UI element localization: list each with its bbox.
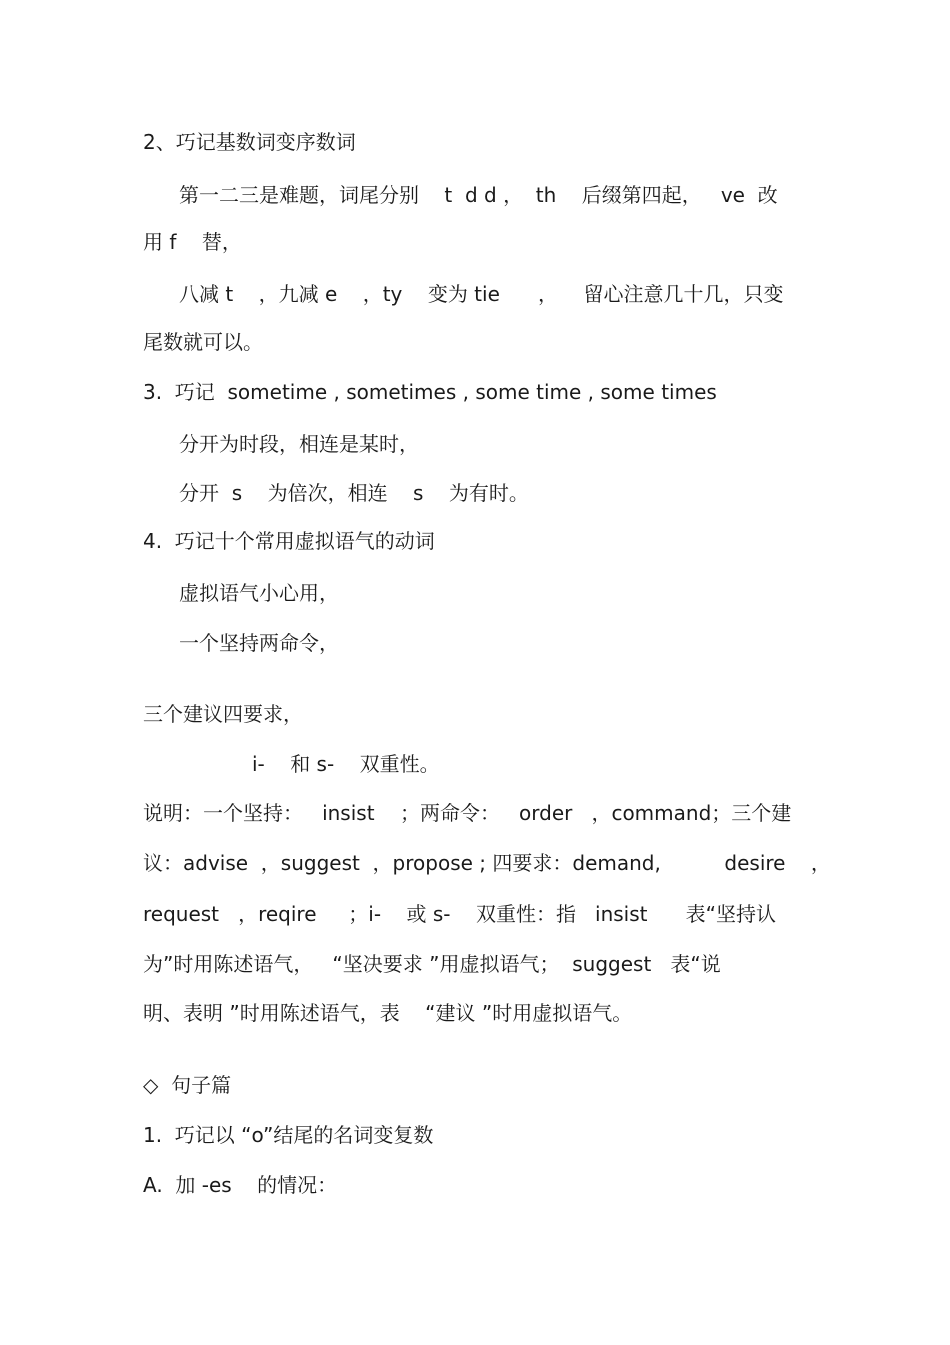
subsection-heading-es: A. 加 -es 的情况： [143, 1173, 338, 1197]
text-line: 用 f 替， [143, 230, 242, 254]
explanation-line: request ，reqire ；i- 或 s- 双重性：指 insist 表“坚持认 [143, 902, 776, 926]
text-line: i- 和 s- 双重性。 [252, 752, 440, 776]
section-heading-ordinal-numbers: 2、巧记基数词变序数词 [143, 130, 356, 154]
explanation-line: 说明：一个坚持： insist ；两命令： order ，command；三个建 [143, 801, 792, 825]
section-heading-subjunctive-verbs: 4. 巧记十个常用虚拟语气的动词 [143, 529, 435, 553]
text-line: 分开 s 为倍次，相连 s 为有时。 [179, 481, 529, 505]
text-line: 三个建议四要求， [143, 702, 303, 726]
text-line: 八减 t ，九减 e ，ty 变为 tie ， 留心注意几十几，只变 [179, 282, 784, 306]
text-line: 一个坚持两命令， [179, 631, 339, 655]
explanation-line: 议：advise ，suggest ，propose ; 四要求：demand, desire ， [143, 851, 831, 875]
text-line: 第一二三是难题，词尾分别 t d d ， th 后缀第四起， ve 改 [179, 183, 778, 207]
text-line: 分开为时段，相连是某时， [179, 432, 419, 456]
explanation-line: 为”时用陈述语气， “坚决要求 ”用虚拟语气； suggest 表“说 [143, 952, 721, 976]
text-line: 尾数就可以。 [143, 330, 263, 354]
part-heading-sentences: ◇ 句子篇 [143, 1073, 232, 1097]
section-heading-o-ending-plurals: 1. 巧记以 “o”结尾的名词变复数 [143, 1123, 434, 1147]
section-heading-sometime: 3. 巧记 sometime , sometimes , some time , some times [143, 380, 717, 404]
explanation-line: 明、表明 ”时用陈述语气，表 “建议 ”时用虚拟语气。 [143, 1001, 633, 1025]
text-line: 虚拟语气小心用， [179, 581, 339, 605]
